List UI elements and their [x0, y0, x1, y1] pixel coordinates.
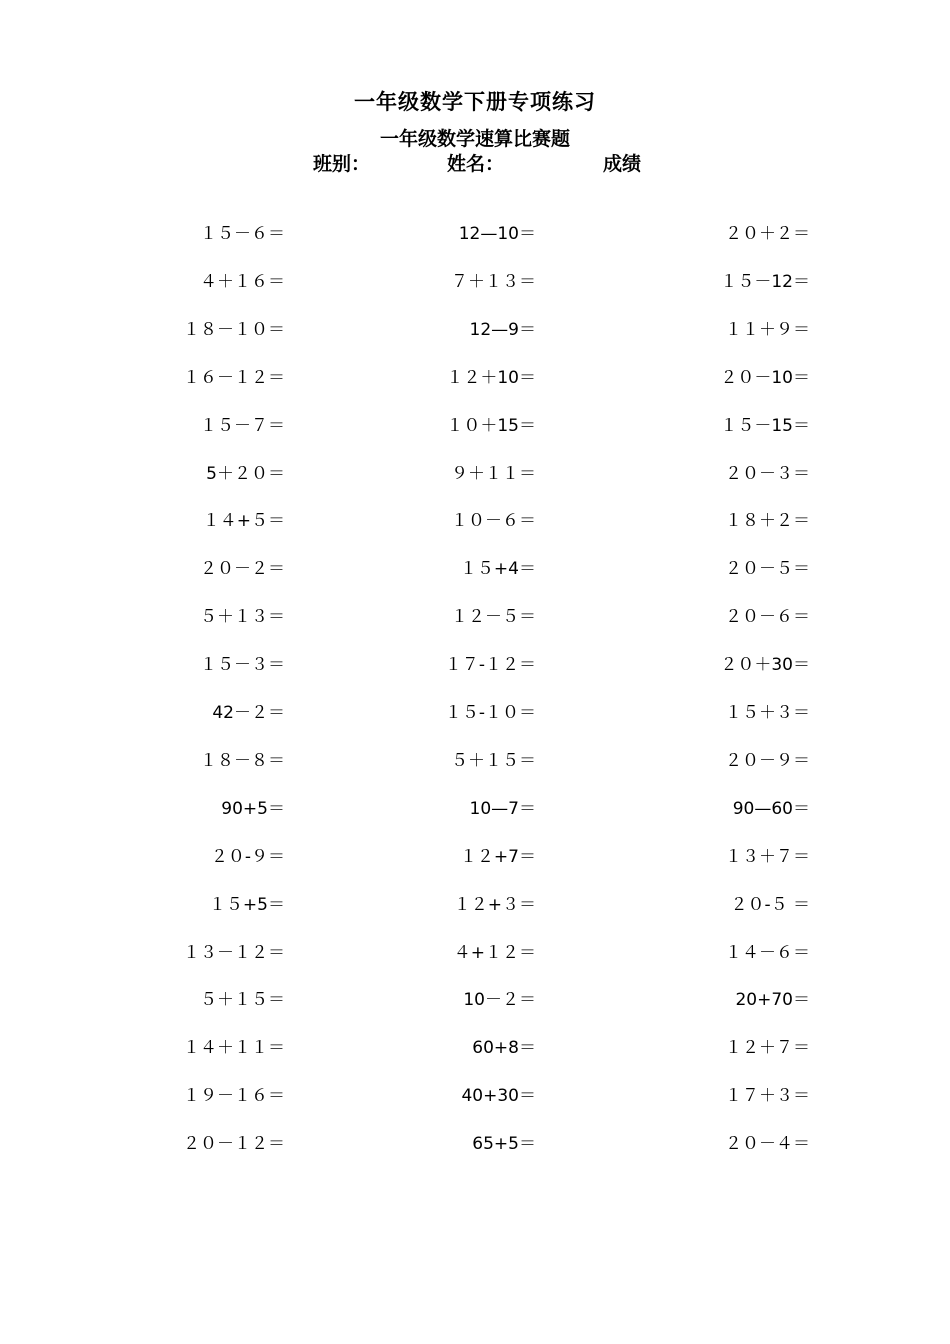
math-problem: 60+8＝ [472, 1038, 536, 1058]
math-problem: ２０－１２＝ [183, 1134, 285, 1154]
math-problem: １５-１０＝ [444, 703, 536, 723]
math-problem: １４+５＝ [202, 511, 285, 531]
math-problem: １４－６＝ [725, 943, 810, 963]
math-problem: １８＋２＝ [725, 511, 810, 531]
math-problem: 90—60＝ [732, 799, 810, 819]
math-problem: １７-１２＝ [444, 655, 536, 675]
worksheet-title: 一年级数学下册专项练习 [354, 90, 596, 114]
math-problem: ５＋１５＝ [451, 751, 536, 771]
math-problem: １５－15＝ [720, 416, 810, 436]
math-problem: ２０-９＝ [210, 847, 285, 867]
math-problem: １８－１０＝ [183, 320, 285, 340]
math-problem: １５－12＝ [720, 272, 810, 292]
math-problem: 90+5＝ [221, 799, 285, 819]
math-problem: 12—9＝ [469, 320, 536, 340]
math-problem: ２０－６＝ [725, 607, 810, 627]
math-problem: ２０－10＝ [720, 368, 810, 388]
math-problem: １２＋10＝ [446, 368, 536, 388]
math-problem: １２＋７＝ [725, 1038, 810, 1058]
math-problem: １１＋９＝ [725, 320, 810, 340]
math-problem: ２０＋２＝ [725, 224, 810, 244]
math-problem: １５－６＝ [200, 224, 285, 244]
math-problem: ４＋１６＝ [200, 272, 285, 292]
math-problem: ４+１２＝ [453, 943, 536, 963]
math-problem: １５－７＝ [200, 416, 285, 436]
name-label: 姓名： [447, 153, 505, 175]
math-problem: １２－５＝ [451, 607, 536, 627]
math-problem: １６－１２＝ [183, 368, 285, 388]
math-problem: 12—10＝ [458, 224, 536, 244]
math-problem: １５＋３＝ [725, 703, 810, 723]
score-label: 成绩 [603, 153, 642, 175]
math-problem: ２０－９＝ [725, 751, 810, 771]
math-problem: １８－８＝ [200, 751, 285, 771]
math-problem: ２０－５＝ [725, 559, 810, 579]
math-problem: １５+5＝ [208, 895, 285, 915]
math-problem: ２０＋30＝ [720, 655, 810, 675]
math-problem: １０＋15＝ [446, 416, 536, 436]
math-problem: １２+３＝ [453, 895, 536, 915]
math-problem: 5＋２０＝ [206, 464, 285, 484]
math-problem: １９－１６＝ [183, 1086, 285, 1106]
math-problem: ２０－２＝ [200, 559, 285, 579]
math-problem: ２０－４＝ [725, 1134, 810, 1154]
math-problem: ７＋１３＝ [451, 272, 536, 292]
math-problem: 65+5＝ [472, 1134, 536, 1154]
math-problem: １５+4＝ [459, 559, 536, 579]
math-problem: 10—7＝ [469, 799, 536, 819]
math-problem: 42－２＝ [212, 703, 285, 723]
math-problem: ５＋１３＝ [200, 607, 285, 627]
math-problem: １７＋３＝ [725, 1086, 810, 1106]
math-problem: ２０－３＝ [725, 464, 810, 484]
math-problem: 20+70＝ [735, 990, 810, 1010]
math-problem: １５－３＝ [200, 655, 285, 675]
math-problem: １４＋１１＝ [183, 1038, 285, 1058]
math-problem: １３－１２＝ [183, 943, 285, 963]
math-problem: ９＋１１＝ [451, 464, 536, 484]
math-problem: １２+7＝ [459, 847, 536, 867]
math-problem: １０－６＝ [451, 511, 536, 531]
worksheet-subtitle: 一年级数学速算比赛题 [379, 128, 570, 150]
math-problem: １３＋７＝ [725, 847, 810, 867]
math-problem: ５＋１５＝ [200, 990, 285, 1010]
class-label: 班别： [313, 153, 371, 175]
math-problem: ２０-５ ＝ [730, 895, 810, 915]
math-problem: 40+30＝ [461, 1086, 536, 1106]
math-problem: 10－２＝ [463, 990, 536, 1010]
